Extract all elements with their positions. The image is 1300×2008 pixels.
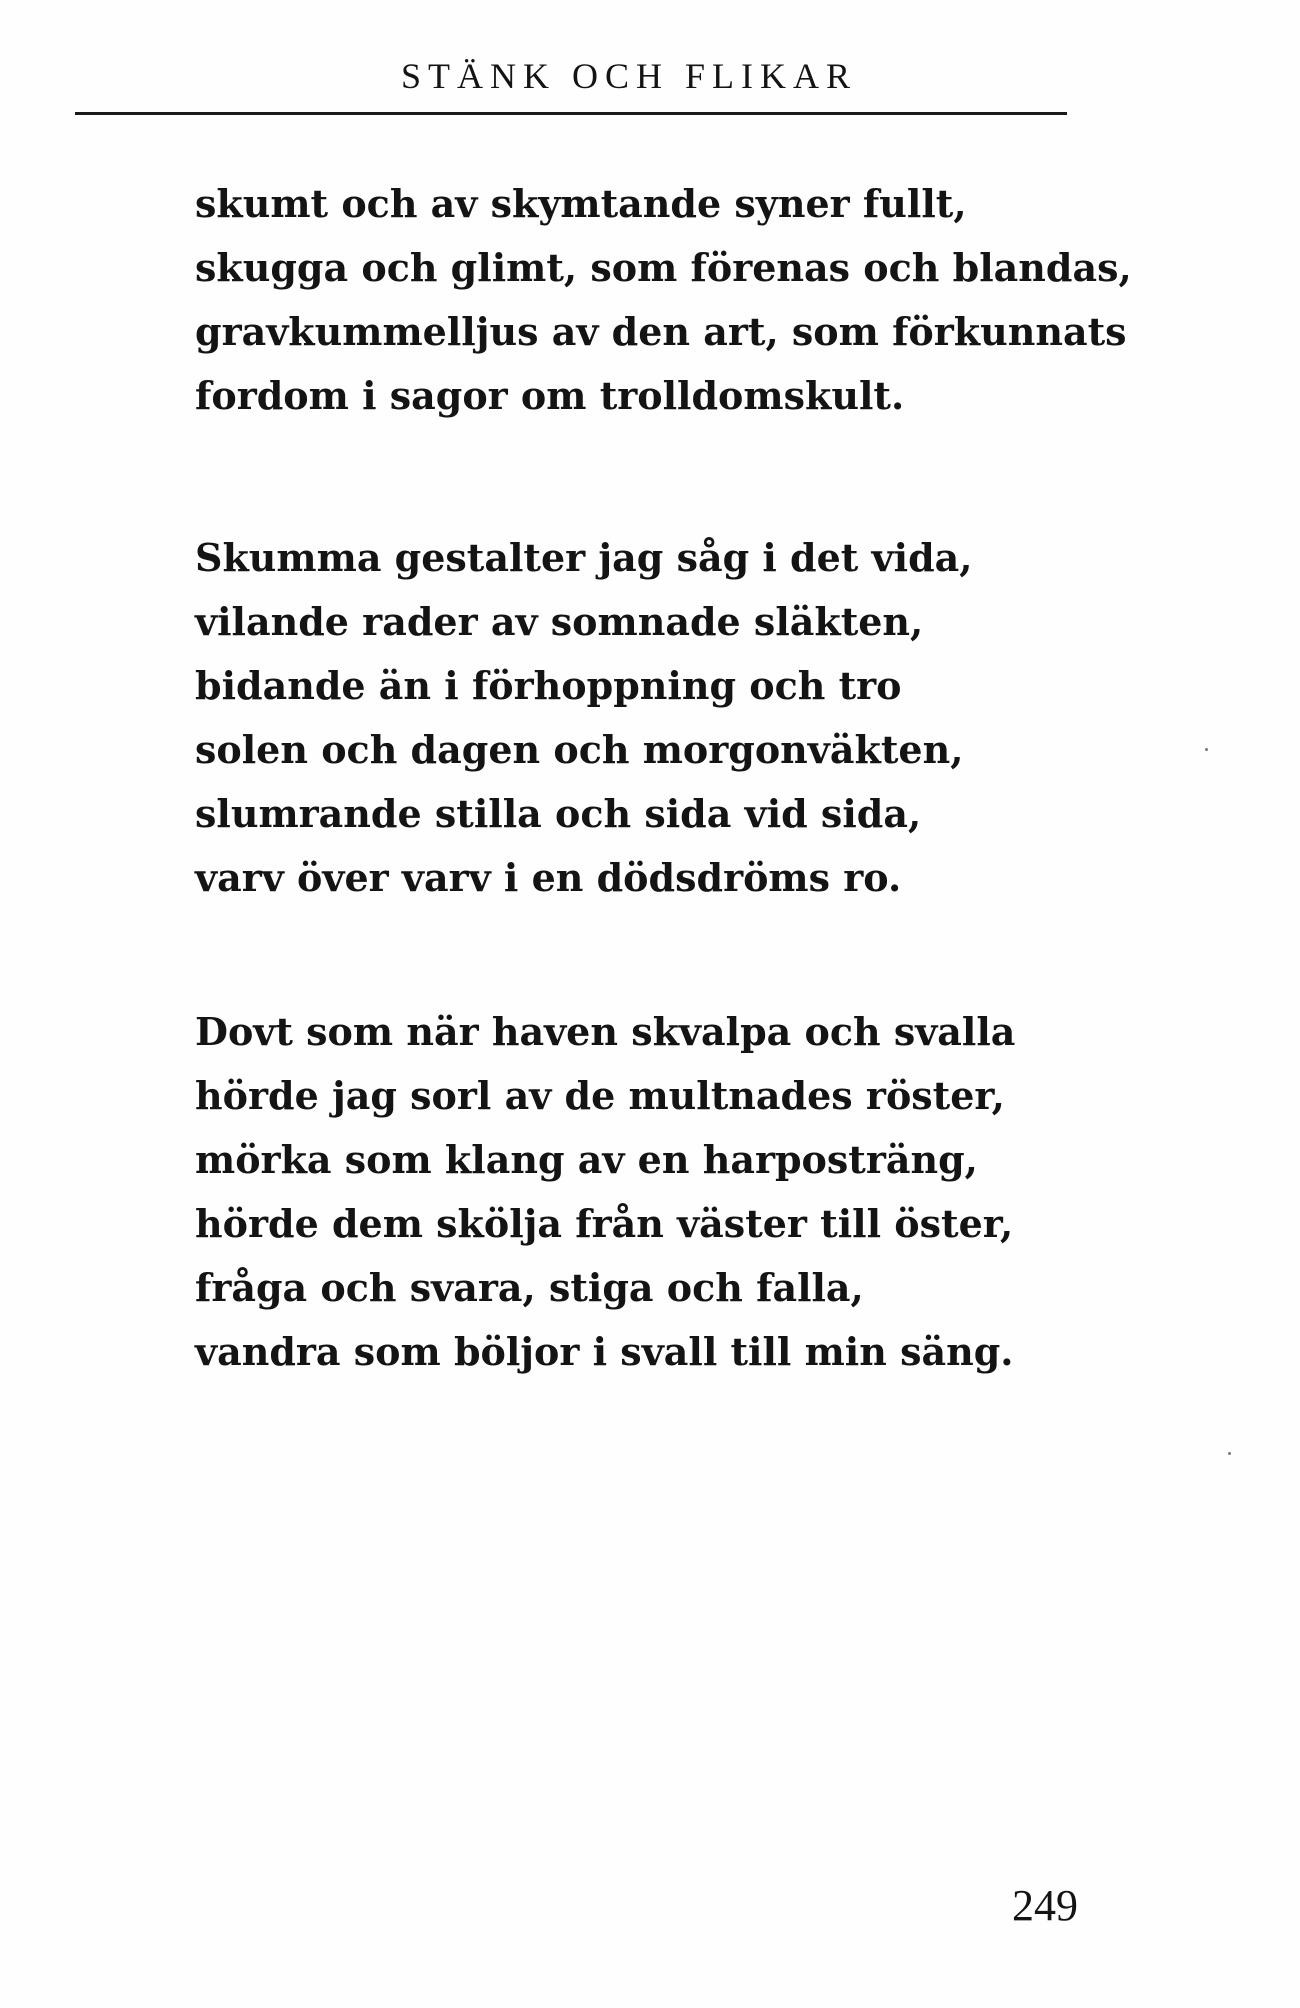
page-number: 249 <box>1012 1881 1078 1930</box>
verse-line: Skumma gestalter jag såg i det vida, <box>195 535 973 580</box>
verse-line: skugga och glimt, som förenas och blandas, <box>195 245 1132 290</box>
verse-line: vilande rader av somnade släkten, <box>195 599 924 644</box>
verse-line: bidande än i förhoppning och tro <box>195 663 902 708</box>
stanza-2 <box>195 526 1055 910</box>
stanza-1 <box>195 172 1132 428</box>
verse-line: fråga och svara, stiga och falla, <box>195 1265 864 1310</box>
verse-line: slumrande stilla och sida vid sida, <box>195 791 922 836</box>
verse-line: mörka som klang av en harposträng, <box>195 1137 978 1182</box>
verse-line: Dovt som när haven skvalpa och svalla <box>195 1009 1016 1054</box>
verse-line: vandra som böljor i svall till min säng. <box>195 1329 1014 1374</box>
running-head: STÄNK OCH FLIKAR <box>400 56 858 96</box>
verse-line: skumt och av skymtande syner fullt, <box>195 181 967 226</box>
scan-speck <box>1205 748 1208 751</box>
verse-line: solen och dagen och morgonväkten, <box>195 727 964 772</box>
verse-line: gravkummelljus av den art, som förkunnats <box>195 309 1127 354</box>
header-rule <box>75 112 1067 115</box>
verse-line: fordom i sagor om trolldomskult. <box>195 373 905 418</box>
verse-line: varv över varv i en dödsdröms ro. <box>195 855 902 900</box>
verse-line: hörde dem skölja från väster till öster, <box>195 1201 1014 1246</box>
stanza-3 <box>195 1000 1055 1384</box>
verse-line: hörde jag sorl av de multnades röster, <box>195 1073 1005 1118</box>
scan-speck <box>1228 1452 1231 1455</box>
